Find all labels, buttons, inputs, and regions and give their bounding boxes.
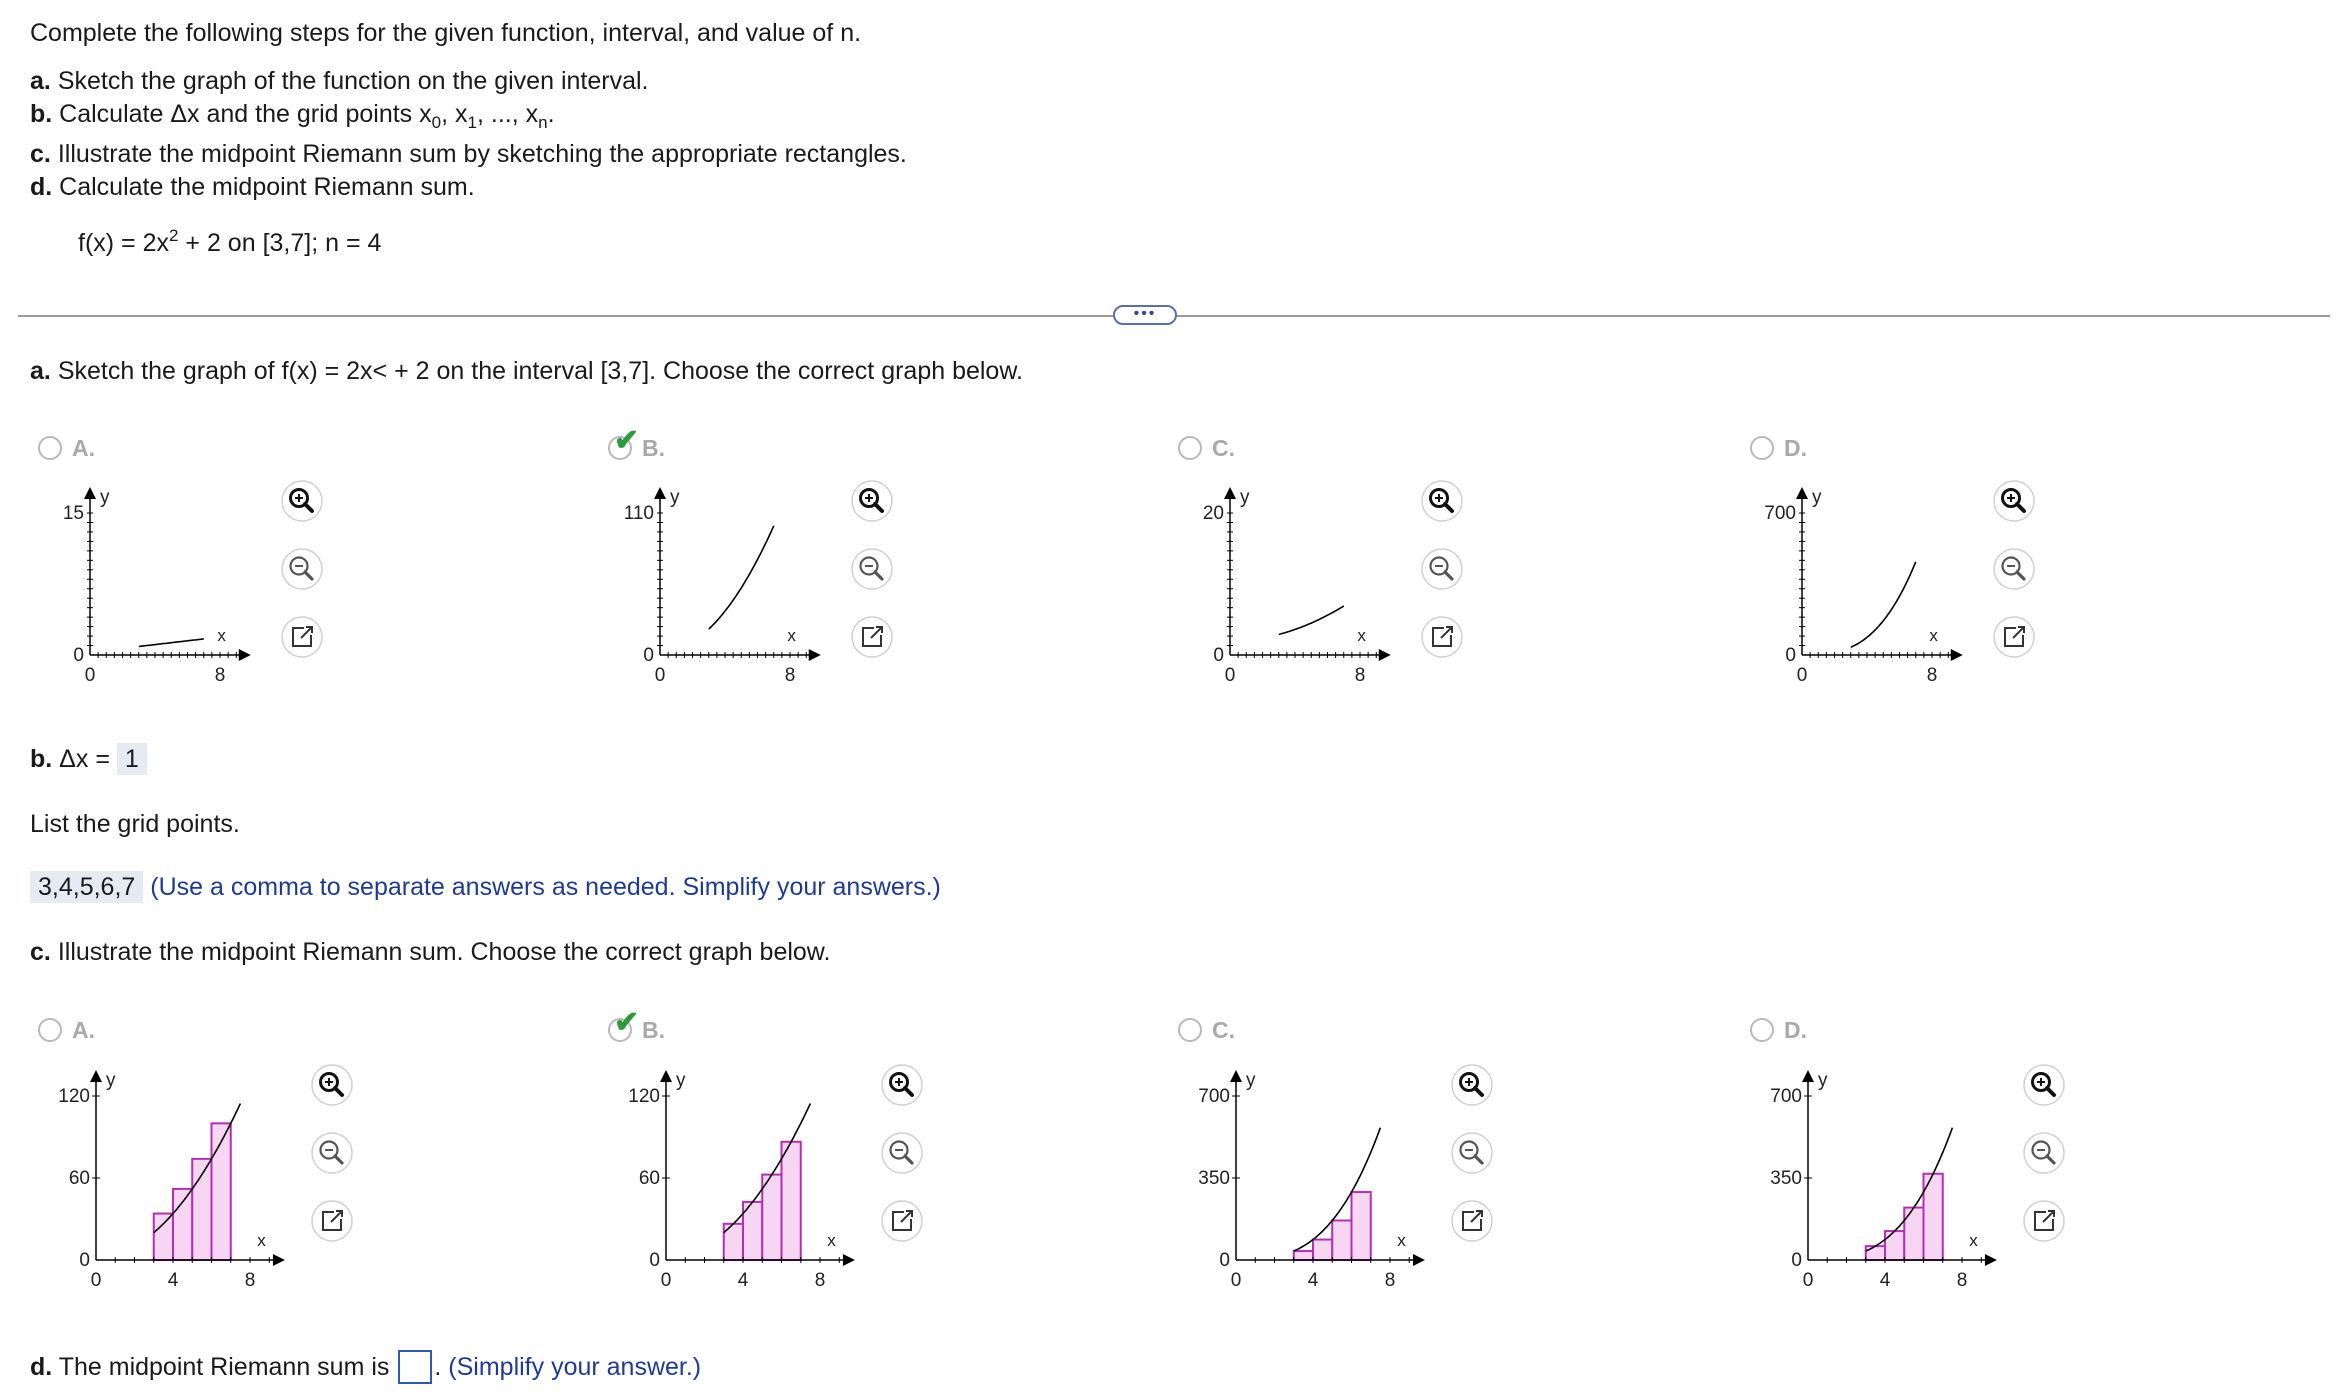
y-zero-label: 0 xyxy=(73,645,84,666)
part-a-option-d-graph xyxy=(1742,480,2002,700)
part-c-option-a-zoom-in-button[interactable] xyxy=(310,1063,354,1107)
part-a-option-b-zoom-out-button[interactable] xyxy=(850,547,894,591)
grid-points-answer[interactable]: 3,4,5,6,7 xyxy=(30,871,143,903)
x-tick-4-label: 4 xyxy=(1879,1270,1891,1291)
part-d-period: . xyxy=(434,1353,442,1381)
button-ring xyxy=(1994,549,2034,589)
part-a-option-d-zoom-out-button[interactable] xyxy=(1992,547,2036,591)
part-c-option-c-popout-button[interactable] xyxy=(1450,1199,1494,1243)
y-axis-arrow xyxy=(84,487,96,499)
y-max-label: 110 xyxy=(623,503,654,524)
part-c-option-d-zoom-in-button[interactable] xyxy=(2022,1063,2066,1107)
x-axis-arrow xyxy=(1985,1254,1997,1266)
zoom-in-icon xyxy=(280,479,324,523)
x-axis-arrow xyxy=(843,1254,855,1266)
part-a-option-d-zoom-in-button[interactable] xyxy=(1992,479,2036,523)
zoom-out-icon xyxy=(1992,547,2036,591)
x-tick-8-label: 8 xyxy=(214,665,226,686)
x-axis-arrow xyxy=(273,1254,285,1266)
riemann-sum-input[interactable] xyxy=(398,1350,432,1384)
y-axis-arrow xyxy=(1802,1070,1814,1082)
part-c-option-b-graph xyxy=(600,1060,900,1300)
x-zero-label: 0 xyxy=(654,665,666,686)
x-zero-label: 0 xyxy=(660,1270,672,1291)
grid-points-prompt: List the grid points. xyxy=(30,810,240,838)
zoom-in-icon xyxy=(1420,479,1464,523)
part-a-prompt xyxy=(30,356,1023,386)
y-axis-arrow xyxy=(1224,487,1236,499)
more-button[interactable]: ••• xyxy=(1113,305,1177,325)
x-axis-arrow xyxy=(1413,1254,1425,1266)
part-c-option-a-radio[interactable] xyxy=(38,1018,62,1042)
part-c-option-a-zoom-out-button[interactable] xyxy=(310,1131,354,1175)
popout-icon xyxy=(1450,1199,1494,1243)
part-b-label: b. xyxy=(30,745,53,773)
y-zero-label: 0 xyxy=(643,645,654,666)
step-b-sub1: 1 xyxy=(467,113,477,132)
part-c-option-b-letter: B. xyxy=(642,1017,665,1043)
part-a-label: a. xyxy=(30,357,51,385)
y-axis-arrow xyxy=(1796,487,1808,499)
x-tick-8-label: 8 xyxy=(1926,665,1938,686)
button-ring xyxy=(1452,1133,1492,1173)
zoom-in-icon xyxy=(880,1063,924,1107)
part-a-text: Sketch the graph of f(x) = 2x˂ + 2 on the interval [3,7]. Choose the correct graph below. xyxy=(57,357,1023,385)
riemann-rect-2 xyxy=(173,1189,192,1260)
part-c-option-c-letter: C. xyxy=(1212,1017,1235,1043)
y-max-label: 120 xyxy=(58,1086,90,1107)
part-a-option-a-zoom-out-button[interactable] xyxy=(280,547,324,591)
zoom-in-icon xyxy=(850,479,894,523)
button-ring xyxy=(2024,1133,2064,1173)
x-axis-label: x xyxy=(787,626,796,645)
x-zero-label: 0 xyxy=(1796,665,1808,686)
riemann-rect-3 xyxy=(1904,1208,1923,1260)
x-zero-label: 0 xyxy=(90,1270,102,1291)
part-b-delta xyxy=(30,744,147,774)
step-a-label: a. xyxy=(30,67,51,95)
zoom-out-icon xyxy=(2022,1131,2066,1175)
y-axis-arrow xyxy=(660,1070,672,1082)
riemann-rect-1 xyxy=(154,1214,173,1260)
part-a-option-a-zoom-in-button[interactable] xyxy=(280,479,324,523)
y-max-label: 15 xyxy=(62,503,84,524)
riemann-rect-4 xyxy=(212,1123,231,1260)
popout-icon xyxy=(1992,615,2036,659)
step-d xyxy=(30,172,475,202)
zoom-out-icon xyxy=(310,1131,354,1175)
step-b xyxy=(30,99,555,132)
x-zero-label: 0 xyxy=(1224,665,1236,686)
part-c-option-a-graph xyxy=(30,1060,330,1300)
zoom-out-icon xyxy=(1420,547,1464,591)
button-ring xyxy=(852,481,892,521)
check-icon: ✔ xyxy=(614,424,640,457)
step-a-text: Sketch the graph of the function on the given interval. xyxy=(57,67,649,95)
button-ring xyxy=(1994,481,2034,521)
button-ring xyxy=(312,1133,352,1173)
step-b-comma1: , x xyxy=(441,100,468,128)
x-tick-4-label: 4 xyxy=(737,1270,749,1291)
part-c-option-a-letter: A. xyxy=(72,1017,95,1043)
button-ring xyxy=(1422,549,1462,589)
y-mid-label: 60 xyxy=(68,1168,90,1189)
popout-icon xyxy=(2022,1199,2066,1243)
x-tick-8-label: 8 xyxy=(1956,1270,1968,1291)
x-tick-8-label: 8 xyxy=(1354,665,1366,686)
button-ring xyxy=(882,1065,922,1105)
y-zero-label: 0 xyxy=(79,1250,90,1271)
x-axis-label: x xyxy=(257,1231,266,1250)
popout-icon xyxy=(310,1199,354,1243)
step-c xyxy=(30,139,907,169)
step-d-label: d. xyxy=(30,173,53,201)
y-axis-label: y xyxy=(1246,1070,1256,1091)
delta-x-label: Δx = xyxy=(59,745,110,773)
function-curve xyxy=(1851,562,1916,648)
y-axis-label: y xyxy=(1812,487,1822,508)
riemann-rect-4 xyxy=(782,1142,801,1260)
part-c-option-d-graph xyxy=(1742,1060,2042,1300)
part-a-option-c-letter: C. xyxy=(1212,435,1235,461)
function-before: f(x) = 2x xyxy=(78,229,169,257)
part-a-option-b-letter: B. xyxy=(642,435,665,461)
step-b-text: Calculate Δx and the grid points x xyxy=(59,100,432,128)
part-d-hint: (Simplify your answer.) xyxy=(448,1353,702,1381)
y-max-label: 120 xyxy=(628,1086,660,1107)
y-axis-label: y xyxy=(106,1070,116,1091)
y-zero-label: 0 xyxy=(1213,645,1224,666)
step-b-subn: n xyxy=(538,113,548,132)
y-axis-label: y xyxy=(1818,1070,1828,1091)
intro-text: Complete the following steps for the given function, interval, and value of n. xyxy=(30,19,862,47)
part-a-option-d-letter: D. xyxy=(1784,435,1807,461)
x-zero-label: 0 xyxy=(1802,1270,1814,1291)
y-axis-arrow xyxy=(654,487,666,499)
riemann-rect-3 xyxy=(762,1175,781,1260)
y-axis-label: y xyxy=(676,1070,686,1091)
part-a-option-a-radio[interactable] xyxy=(38,436,62,460)
function-definition xyxy=(78,228,381,258)
x-tick-4-label: 4 xyxy=(167,1270,179,1291)
button-ring xyxy=(312,1065,352,1105)
button-ring xyxy=(282,481,322,521)
popout-icon xyxy=(1420,615,1464,659)
y-max-label: 700 xyxy=(1764,503,1796,524)
part-c-option-b-popout-button[interactable] xyxy=(880,1199,924,1243)
part-a-option-b-popout-button[interactable] xyxy=(850,615,894,659)
zoom-out-icon xyxy=(850,547,894,591)
y-zero-label: 0 xyxy=(1219,1250,1230,1271)
y-zero-label: 0 xyxy=(1785,645,1796,666)
function-after: + 2 on [3,7]; n = 4 xyxy=(178,229,382,257)
riemann-rect-2 xyxy=(1885,1231,1904,1260)
part-d-prompt: The midpoint Riemann sum is xyxy=(58,1353,390,1381)
button-ring xyxy=(852,549,892,589)
x-tick-8-label: 8 xyxy=(814,1270,826,1291)
y-mid-label: 60 xyxy=(638,1168,660,1189)
part-a-option-c-radio[interactable] xyxy=(1178,436,1202,460)
riemann-rect-3 xyxy=(1332,1220,1351,1260)
x-zero-label: 0 xyxy=(84,665,96,686)
y-zero-label: 0 xyxy=(649,1250,660,1271)
zoom-out-icon xyxy=(280,547,324,591)
part-c-prompt xyxy=(30,937,830,967)
x-axis-arrow xyxy=(1951,649,1963,661)
part-a-option-c-zoom-in-button[interactable] xyxy=(1420,479,1464,523)
button-ring xyxy=(1422,481,1462,521)
step-d-text: Calculate the midpoint Riemann sum. xyxy=(59,173,475,201)
part-a-option-d-radio[interactable] xyxy=(1750,436,1774,460)
part-c-option-b-zoom-in-button[interactable] xyxy=(880,1063,924,1107)
zoom-out-icon xyxy=(1450,1131,1494,1175)
y-max-label: 700 xyxy=(1198,1086,1230,1107)
step-b-sub0: 0 xyxy=(431,113,442,132)
button-ring xyxy=(882,1133,922,1173)
y-axis-arrow xyxy=(90,1070,102,1082)
x-axis-arrow xyxy=(809,649,821,661)
x-zero-label: 0 xyxy=(1230,1270,1242,1291)
x-tick-8-label: 8 xyxy=(244,1270,256,1291)
y-axis-arrow xyxy=(1230,1070,1242,1082)
step-c-label: c. xyxy=(30,140,51,168)
zoom-in-icon xyxy=(310,1063,354,1107)
x-axis-arrow xyxy=(239,649,251,661)
x-axis-label: x xyxy=(1929,626,1938,645)
part-c-option-c-graph xyxy=(1170,1060,1470,1300)
step-b-end: . xyxy=(547,100,555,128)
y-mid-label: 350 xyxy=(1198,1168,1230,1189)
popout-icon xyxy=(280,615,324,659)
x-tick-8-label: 8 xyxy=(1384,1270,1396,1291)
part-a-option-b-graph xyxy=(600,480,860,700)
button-ring xyxy=(2024,1065,2064,1105)
step-a xyxy=(30,66,648,96)
step-b-label: b. xyxy=(30,100,53,128)
x-axis-label: x xyxy=(1357,626,1366,645)
zoom-in-icon xyxy=(1992,479,2036,523)
part-a-option-c-graph xyxy=(1170,480,1430,700)
y-zero-label: 0 xyxy=(1791,1250,1802,1271)
y-max-label: 20 xyxy=(1202,503,1224,524)
grid-points-hint: (Use a comma to separate answers as needed. Simplify your answers.) xyxy=(150,873,941,901)
part-c-option-d-radio[interactable] xyxy=(1750,1018,1774,1042)
x-axis-label: x xyxy=(827,1231,836,1250)
zoom-in-icon xyxy=(2022,1063,2066,1107)
part-d-row xyxy=(30,1350,701,1384)
x-axis-label: x xyxy=(217,626,226,645)
x-axis-arrow xyxy=(1379,649,1391,661)
x-tick-8-label: 8 xyxy=(784,665,796,686)
part-c-option-d-popout-button[interactable] xyxy=(2022,1199,2066,1243)
riemann-rect-2 xyxy=(1313,1240,1332,1260)
part-a-option-b-zoom-in-button[interactable] xyxy=(850,479,894,523)
part-d-label: d. xyxy=(30,1353,53,1381)
grid-points-row xyxy=(30,872,941,902)
part-c-option-d-letter: D. xyxy=(1784,1017,1807,1043)
zoom-out-icon xyxy=(880,1131,924,1175)
function-curve xyxy=(139,639,204,647)
part-a-option-c-popout-button[interactable] xyxy=(1420,615,1464,659)
riemann-rect-4 xyxy=(1352,1192,1371,1260)
popout-icon xyxy=(850,615,894,659)
part-c-option-d-zoom-out-button[interactable] xyxy=(2022,1131,2066,1175)
part-a-option-c-zoom-out-button[interactable] xyxy=(1420,547,1464,591)
button-ring xyxy=(282,549,322,589)
part-c-text: Illustrate the midpoint Riemann sum. Choose the correct graph below. xyxy=(57,938,831,966)
part-c-option-b-zoom-out-button[interactable] xyxy=(880,1131,924,1175)
zoom-in-icon xyxy=(1450,1063,1494,1107)
y-axis-label: y xyxy=(1240,487,1250,508)
y-axis-label: y xyxy=(100,487,110,508)
y-mid-label: 350 xyxy=(1770,1168,1802,1189)
check-icon: ✔ xyxy=(614,1006,640,1039)
riemann-rect-1 xyxy=(1294,1251,1313,1260)
x-tick-4-label: 4 xyxy=(1307,1270,1319,1291)
step-c-text: Illustrate the midpoint Riemann sum by sketching the appropriate rectangles. xyxy=(57,140,907,168)
y-axis-label: y xyxy=(670,487,680,508)
y-max-label: 700 xyxy=(1770,1086,1802,1107)
part-c-option-c-radio[interactable] xyxy=(1178,1018,1202,1042)
button-ring xyxy=(1452,1065,1492,1105)
function-curve xyxy=(1279,606,1344,634)
part-c-option-c-zoom-out-button[interactable] xyxy=(1450,1131,1494,1175)
function-curve xyxy=(709,526,774,629)
part-c-option-c-zoom-in-button[interactable] xyxy=(1450,1063,1494,1107)
delta-x-answer[interactable]: 1 xyxy=(117,743,147,775)
riemann-rect-1 xyxy=(1866,1246,1885,1260)
x-axis-label: x xyxy=(1969,1231,1978,1250)
popout-icon xyxy=(880,1199,924,1243)
step-b-mid: , ..., x xyxy=(476,100,539,128)
part-a-option-a-popout-button[interactable] xyxy=(280,615,324,659)
part-c-option-a-popout-button[interactable] xyxy=(310,1199,354,1243)
x-axis-label: x xyxy=(1397,1231,1406,1250)
part-a-option-d-popout-button[interactable] xyxy=(1992,615,2036,659)
function-exp: 2 xyxy=(169,226,179,245)
part-a-option-a-letter: A. xyxy=(72,435,95,461)
part-a-option-a-graph xyxy=(30,480,290,700)
part-c-label: c. xyxy=(30,938,51,966)
